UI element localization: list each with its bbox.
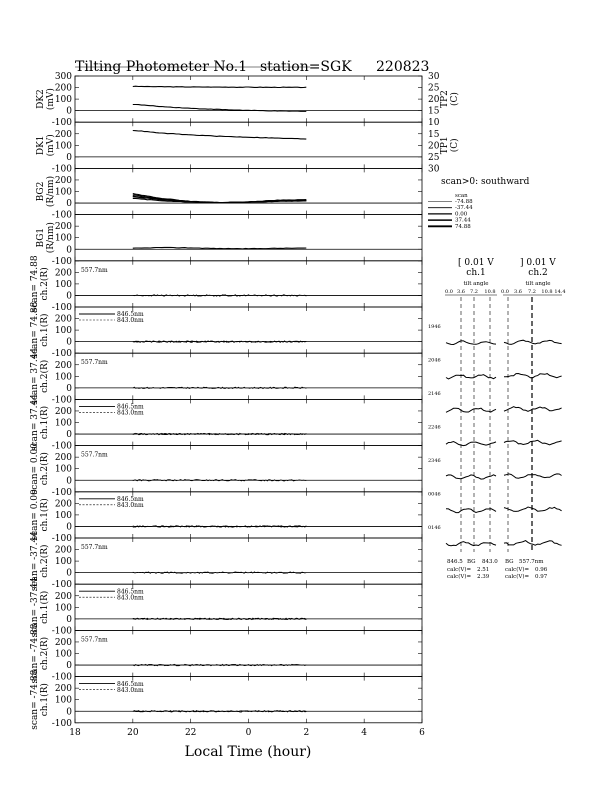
panel-ylabel bbox=[36, 222, 56, 253]
right-axis-label bbox=[440, 136, 460, 154]
y-tick-label: 200 bbox=[54, 637, 72, 648]
panel-ylabel bbox=[36, 176, 56, 207]
right-tick-label: 15 bbox=[428, 106, 440, 117]
panel-dk2 bbox=[36, 72, 460, 128]
panel-frame bbox=[75, 630, 422, 676]
ch2-profile-line bbox=[504, 507, 562, 511]
calc-label: calc(V)= bbox=[505, 574, 530, 580]
panel-name: BG2 bbox=[36, 181, 46, 202]
y-tick-label: 300 bbox=[54, 72, 72, 82]
panel-s1c2 bbox=[30, 255, 422, 313]
y-tick-label: 100 bbox=[54, 418, 72, 429]
ch1-label: ch.1 bbox=[466, 268, 486, 278]
y-tick-label: 0 bbox=[66, 476, 72, 487]
panel-scan-label: scan= 74.88 bbox=[30, 255, 40, 313]
y-tick-label: 100 bbox=[54, 649, 72, 660]
panel-legend-label: 846.5nm bbox=[117, 680, 144, 688]
ch1-scale: [ 0.01 V bbox=[458, 258, 494, 268]
y-tick-label: -100 bbox=[51, 672, 72, 683]
y-tick-label: 0 bbox=[66, 614, 72, 625]
profile-time-label: 2046 bbox=[428, 357, 441, 364]
panel-channel-label: ch.2(R) bbox=[40, 267, 50, 301]
panel-ylabel bbox=[36, 88, 56, 110]
ch2-tilt-tick: 7.2 bbox=[528, 289, 536, 295]
right-tick-label: 20 bbox=[428, 95, 440, 106]
y-tick-label: 0 bbox=[66, 707, 72, 718]
panel-legend-label: 557.7nm bbox=[81, 544, 108, 551]
panel-channel-label: ch.1(R) bbox=[40, 683, 50, 717]
calc-label: calc(V)= bbox=[447, 574, 472, 580]
calc-value: 2.51 bbox=[477, 567, 490, 573]
right-axis-unit: (C) bbox=[450, 92, 460, 107]
right-tick-label: 15 bbox=[428, 129, 440, 140]
profile-bottom-label: BG bbox=[505, 559, 514, 565]
panel-unit: (R/nm) bbox=[46, 222, 56, 254]
y-tick-label: 200 bbox=[54, 545, 72, 556]
panel-s2c2 bbox=[30, 348, 422, 406]
y-tick-label: 100 bbox=[54, 557, 72, 568]
ch2-profile-line bbox=[504, 541, 562, 546]
panel-dk1 bbox=[36, 122, 460, 174]
y-tick-label: 200 bbox=[54, 406, 72, 417]
y-tick-label: -100 bbox=[51, 580, 72, 591]
ch2-profile-line bbox=[504, 440, 562, 445]
panel-frame bbox=[75, 168, 422, 214]
panel-channel-label: ch.2(R) bbox=[40, 452, 50, 486]
panel-legend-label: 846.5nm bbox=[117, 588, 144, 596]
y-tick-label: 100 bbox=[54, 233, 72, 244]
panel-s1c1 bbox=[30, 301, 422, 359]
right-axis-label bbox=[440, 90, 460, 108]
ch2-tilt-tick: 3.6 bbox=[514, 289, 522, 295]
panel-legend-label: 843.0nm bbox=[117, 502, 144, 509]
ch2-profile-line bbox=[504, 340, 562, 344]
ch1-tilt-tick: 7.2 bbox=[470, 289, 478, 295]
panel-ylabel bbox=[36, 134, 56, 156]
panel-unit: (R/nm) bbox=[46, 175, 56, 208]
y-tick-label: 200 bbox=[54, 175, 72, 186]
y-tick-label: 100 bbox=[54, 187, 72, 198]
scan-legend-title: scan>0: southward bbox=[441, 177, 530, 187]
panel-name: DK1 bbox=[36, 135, 46, 156]
profile-time-label: 0046 bbox=[428, 491, 441, 498]
ch1-profile-line bbox=[446, 509, 496, 513]
panel-frame bbox=[75, 122, 422, 168]
x-tick-label: 6 bbox=[419, 727, 425, 738]
x-tick-label: 20 bbox=[127, 727, 139, 738]
panel-s4c2 bbox=[30, 531, 422, 591]
right-axis-name: TP1 bbox=[440, 136, 450, 155]
panel-s5c1 bbox=[30, 669, 422, 729]
panel-scan-label: scan= -37.44 bbox=[30, 531, 40, 592]
panel-legend-label: 557.7nm bbox=[81, 266, 108, 274]
panel-legend-label: 843.0nm bbox=[117, 686, 144, 694]
y-tick-label: 0 bbox=[66, 568, 72, 579]
panel-scan-label: scan= 74.88 bbox=[30, 301, 40, 359]
profile-time-label: 2146 bbox=[428, 391, 441, 397]
panel-channel-label: ch.2(R) bbox=[40, 359, 50, 393]
station-label: station=SGK bbox=[260, 59, 352, 75]
y-tick-label: 200 bbox=[54, 591, 72, 602]
series-line-BG1 bbox=[133, 247, 306, 249]
scan-legend-entry: 0.00 bbox=[455, 211, 468, 218]
y-tick-label: 0 bbox=[66, 199, 72, 210]
y-tick-label: 100 bbox=[54, 372, 72, 383]
y-tick-label: -100 bbox=[51, 164, 72, 175]
y-tick-label: 200 bbox=[54, 314, 72, 325]
panel-scan-label: scan= -37.44 bbox=[30, 577, 40, 638]
y-tick-label: 100 bbox=[54, 95, 72, 106]
y-tick-label: 0 bbox=[66, 383, 72, 394]
right-tick-label: 20 bbox=[428, 141, 440, 152]
panel-frame bbox=[75, 215, 422, 261]
ch2-profile-line bbox=[504, 407, 562, 412]
y-tick-label: -100 bbox=[51, 118, 72, 129]
panel-unit: (mV) bbox=[46, 88, 56, 111]
panel-channel-label: ch.1(R) bbox=[40, 498, 50, 532]
profile-bottom-label: 843.0 bbox=[482, 559, 498, 565]
y-tick-label: 100 bbox=[54, 695, 72, 706]
panel-channel-label: ch.1(R) bbox=[40, 405, 50, 440]
y-tick-label: -100 bbox=[51, 395, 72, 406]
right-tick-label: 30 bbox=[428, 164, 440, 175]
right-axis-name: TP2 bbox=[440, 90, 450, 108]
ch2-tilt-tick: 14.4 bbox=[554, 289, 566, 295]
panel-legend-label: 557.7nm bbox=[81, 636, 108, 644]
panel-channel-label: ch.1(R) bbox=[40, 313, 50, 347]
ch1-profile-line bbox=[446, 375, 496, 379]
y-tick-label: 200 bbox=[54, 499, 72, 510]
panel-s3c2 bbox=[30, 443, 422, 498]
panel-legend-label: 557.7nm bbox=[81, 359, 108, 367]
panel-legend-label: 846.5nm bbox=[117, 403, 144, 411]
ch1-profile-line bbox=[446, 341, 496, 345]
right-tick-label: 25 bbox=[428, 152, 440, 163]
calc-value: 0.96 bbox=[535, 567, 548, 573]
y-tick-label: -100 bbox=[51, 487, 72, 498]
panel-name: BG1 bbox=[36, 227, 46, 248]
panel-legend-label: 846.5nm bbox=[117, 496, 144, 503]
profile-time-label: 0146 bbox=[428, 525, 441, 531]
stacked-panels bbox=[30, 72, 460, 730]
y-tick-label: -100 bbox=[51, 303, 72, 313]
panel-scan-label: scan= -74.88 bbox=[30, 669, 40, 730]
panel-scan-label: scan= 37.44 bbox=[30, 347, 40, 405]
scan-legend-heading: scan bbox=[455, 193, 468, 199]
ch1-profile-line bbox=[446, 442, 496, 446]
y-tick-label: -100 bbox=[51, 349, 72, 360]
y-tick-label: -100 bbox=[51, 626, 72, 637]
y-tick-label: 100 bbox=[54, 464, 72, 475]
panel-frame bbox=[75, 261, 422, 307]
panel-ylabel bbox=[30, 394, 50, 451]
x-tick-label: 4 bbox=[361, 727, 368, 738]
ch1-profile-line bbox=[446, 408, 496, 412]
scan-legend-entry: 74.88 bbox=[455, 223, 471, 230]
ch2-label: ch.2 bbox=[528, 268, 548, 278]
ch2-profile-line bbox=[504, 474, 562, 478]
panel-frame bbox=[75, 446, 422, 492]
y-tick-label: 0 bbox=[66, 106, 72, 117]
y-tick-label: 200 bbox=[54, 129, 72, 140]
y-tick-label: 0 bbox=[66, 661, 72, 672]
y-tick-label: 0 bbox=[66, 245, 72, 256]
panel-channel-label: ch.2(R) bbox=[40, 544, 50, 578]
panel-s4c1 bbox=[30, 577, 422, 637]
profile-time-label: 1946 bbox=[428, 324, 441, 330]
ch2-tilt-title: tilt angle bbox=[525, 281, 551, 287]
y-tick-label: -100 bbox=[51, 256, 72, 267]
ch2-scale: ] 0.01 V bbox=[520, 258, 556, 268]
y-tick-label: -100 bbox=[51, 441, 72, 452]
ch1-tilt-title: tilt angle bbox=[463, 281, 489, 287]
panel-legend-label: 557.7nm bbox=[81, 451, 108, 459]
panel-channel-label: ch.1(R) bbox=[40, 590, 50, 624]
y-tick-label: 0 bbox=[66, 152, 72, 163]
tilt-profile-panel bbox=[428, 258, 566, 580]
panel-channel-label: ch.2(R) bbox=[40, 636, 50, 671]
ch2-tilt-tick: 0.0 bbox=[501, 289, 509, 295]
y-tick-label: -100 bbox=[51, 210, 72, 221]
series-line-557.7nm bbox=[133, 387, 306, 389]
panel-legend-label: 843.0nm bbox=[117, 594, 144, 602]
series-line-DK2 bbox=[133, 86, 306, 87]
right-tick-label: 10 bbox=[428, 118, 440, 129]
y-tick-label: 0 bbox=[66, 522, 72, 533]
date-label: 220823 bbox=[376, 59, 430, 75]
panel-name: DK2 bbox=[36, 89, 46, 109]
y-tick-label: 100 bbox=[54, 141, 72, 152]
y-tick-label: 200 bbox=[54, 453, 72, 464]
x-tick-label: 22 bbox=[184, 727, 197, 738]
panel-s2c1 bbox=[30, 394, 422, 452]
calc-label: calc(V)= bbox=[505, 567, 530, 573]
scan-legend-entry: 37.44 bbox=[455, 217, 471, 224]
panel-scan-label: scan= 0.00 bbox=[30, 489, 40, 541]
panel-scan-label: scan= 37.44 bbox=[30, 394, 40, 451]
x-tick-label: 0 bbox=[245, 727, 252, 738]
ch1-profile-line bbox=[446, 475, 496, 479]
panel-frame bbox=[75, 538, 422, 584]
right-tick-label: 30 bbox=[428, 72, 440, 82]
y-tick-label: 200 bbox=[54, 268, 72, 279]
y-tick-label: 200 bbox=[54, 360, 72, 371]
scan-legend bbox=[428, 177, 530, 230]
ch1-tilt-tick: 0.0 bbox=[445, 289, 453, 295]
profile-bottom-label: 846.5 bbox=[447, 559, 463, 565]
y-tick-label: 100 bbox=[54, 603, 72, 614]
profile-time-label: 2246 bbox=[428, 424, 441, 431]
chart-title: Tilting Photometer No.1 bbox=[75, 59, 248, 75]
panel-frame bbox=[75, 76, 422, 122]
y-tick-label: -100 bbox=[51, 534, 72, 544]
x-tick-label: 18 bbox=[69, 727, 81, 738]
y-tick-label: 100 bbox=[54, 326, 72, 337]
x-tick-label: 2 bbox=[303, 727, 310, 738]
ch1-tilt-tick: 3.6 bbox=[457, 289, 465, 295]
scan-legend-entry: -74.88 bbox=[455, 199, 473, 205]
panel-scan-label: scan= 0.00 bbox=[30, 443, 40, 495]
panel-legend-label: 843.0nm bbox=[117, 317, 144, 325]
y-tick-label: 0 bbox=[66, 291, 72, 302]
ch2-profile-line bbox=[504, 374, 562, 378]
profile-time-label: 2346 bbox=[428, 458, 441, 464]
profile-bottom-label: 557.7nm bbox=[519, 559, 544, 565]
panel-unit: (mV) bbox=[46, 134, 56, 157]
panel-ylabel bbox=[30, 443, 50, 495]
panel-ylabel bbox=[30, 669, 50, 729]
y-tick-label: -100 bbox=[51, 718, 72, 729]
calc-label: calc(V)= bbox=[447, 567, 472, 573]
right-axis-unit: (C) bbox=[450, 138, 460, 153]
y-tick-label: 200 bbox=[54, 222, 72, 233]
y-tick-label: 100 bbox=[54, 510, 72, 521]
panel-s3c1 bbox=[30, 489, 422, 544]
calc-value: 0.97 bbox=[535, 574, 548, 580]
y-tick-label: 100 bbox=[54, 279, 72, 290]
x-axis-label: Local Time (hour) bbox=[184, 744, 312, 760]
panel-scan-label: scan= -74.88 bbox=[30, 623, 40, 684]
y-tick-label: 200 bbox=[54, 83, 72, 94]
calc-value: 2.39 bbox=[477, 574, 490, 580]
panel-legend-label: 846.5nm bbox=[117, 311, 144, 319]
ch1-profile-line bbox=[446, 542, 496, 546]
y-tick-label: 0 bbox=[66, 337, 72, 348]
ch1-tilt-tick: 10.8 bbox=[484, 289, 496, 295]
right-tick-label: 25 bbox=[428, 83, 440, 94]
panel-frame bbox=[75, 353, 422, 399]
panel-legend-label: 843.0nm bbox=[117, 409, 144, 417]
ch2-tilt-tick: 10.8 bbox=[541, 289, 553, 295]
y-tick-label: 200 bbox=[54, 684, 72, 695]
scan-legend-entry: -37.44 bbox=[455, 205, 473, 212]
profile-bottom-label: BG bbox=[467, 559, 476, 565]
y-tick-label: 0 bbox=[66, 430, 72, 441]
series-line-DK1 bbox=[133, 131, 306, 140]
panel-s5c2 bbox=[30, 623, 422, 683]
